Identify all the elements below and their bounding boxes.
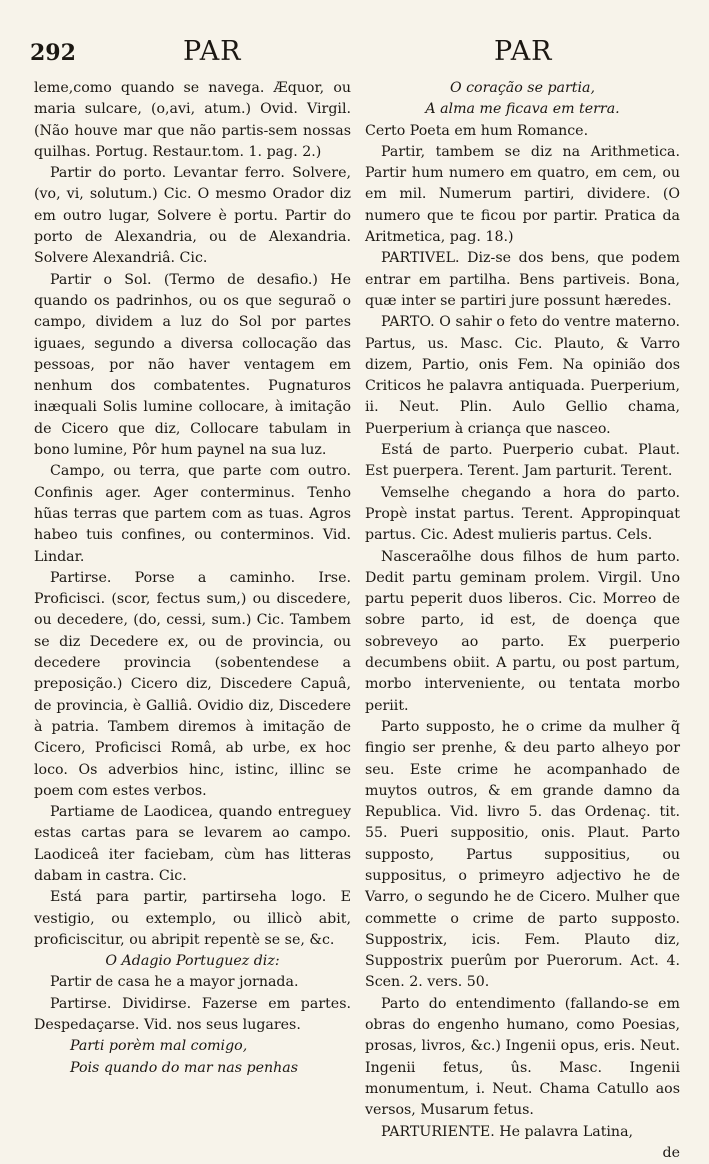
paragraph: leme,como quando se navega. Æquor, ou maria sulcare, (o,avi, atum.) Ovid. Virgil. (Não houve mar que não partis-sem nossas quilhas. Portug. Restaur.tom. 1. pag. 2.): [34, 80, 351, 160]
verse-attribution: Certo Poeta em hum Romance.: [365, 122, 589, 139]
paragraph: Nasceraõlhe dous filhos de hum parto. Dedit partu geminam prolem. Virgil. Uno partu peperit duos liberos. Cic. Morreo de sobre parto, id est, de doença que sobreveyo ao parto. Ex puerperio decumbens obiit. A partu, ou post partum, morbo interveniente, ou tentata morbo periit.: [365, 548, 680, 714]
paragraph: Partir o Sol. (Termo de desafio.) He quando os padrinhos, ou os que seguraõ o campo, dividem a luz do Sol por partes iguaes, segundo a diversa collocação das pessoas, por não haver ventagem em nenhum dos combatentes. Pugnaturos inæquali Solis lumine collocare, à imitação de Cicero que diz, Collocare tabulam in bono lumine, Pôr hum paynel na sua luz.: [34, 271, 351, 459]
paragraph: Parto supposto, he o crime da mulher q̃ fingio ser prenhe, & deu parto alheyo por seu. Este crime he acompanhado de muytos outros, & em grande damno da Republica. Vid. livro 5. das Ordenaç. tit. 55. Pueri suppositio, onis. Plaut. Parto supposto, Partus suppositius, ou suppositus, o primeyro adjectivo he de Varro, o segundo he de Cicero. Mulher que commette o crime de parto supposto. Suppostrix, icis. Fem. Plauto diz, Suppostrix puerûm por Puerorum. Act. 4. Scen. 2. vers. 50.: [365, 718, 680, 991]
paragraph: Está de parto. Puerperio cubat. Plaut. Est puerpera. Terent. Jam parturit. Terent.: [365, 442, 680, 480]
verse-line: A alma me ficava em terra.: [425, 101, 620, 118]
paragraph: Partiame de Laodicea, quando entreguey estas cartas para se levarem ao campo. Laodiceâ iter faciebam, cùm has litteras dabam in castra. Cic.: [34, 804, 351, 884]
paragraph: Campo, ou terra, que parte com outro. Confinis ager. Ager conterminus. Tenho hũas terras que partem com as tuas. Agros habeo tuis confines, ou conterminos. Vid. Lindar.: [34, 463, 351, 565]
paragraph: Partir, tambem se diz na Arithmetica. Partir hum numero em quatro, em cem, ou em mil. Numerum partiri, dividere. (O numero que te ficou por partir. Pratica da Aritmetica, pag. 18.): [365, 143, 680, 246]
paragraph: Partirse. Dividirse. Fazerse em partes. Despedaçarse. Vid. nos seus lugares.: [34, 995, 351, 1034]
entry-parto: PARTO. O sahir o feto do ventre materno. Partus, us. Masc. Cic. Plauto, & Varro dizem, Partio, onis Fem. Na opinião dos Criticos he palavra antiquada. Puerperium, ii. Neut. Plin. Aulo Gellio chama, Puerperium à criança que nasceo.: [365, 314, 680, 437]
verse-line: Parti porèm mal comigo,: [70, 1038, 248, 1055]
paragraph: Está para partir, partirseha logo. E vestigio, ou extemplo, ou illicò abit, proficiscitur, ou abripit repentè se se, &c.: [34, 889, 351, 948]
running-header-left: PAR: [183, 36, 242, 67]
left-column: [34, 78, 351, 1118]
right-column: [365, 78, 680, 1161]
paragraph: Partir do porto. Levantar ferro. Solvere, (vo, vi, solutum.) Cic. O mesmo Orador diz em outro lugar, Solvere è portu. Partir do porto de Alexandria, ou de Alexandria. Solvere Alexandriâ. Cic.: [34, 165, 351, 267]
adage-heading: O Adagio Portuguez diz:: [105, 953, 280, 970]
verse-line: Pois quando do mar nas penhas: [70, 1059, 299, 1076]
paragraph: Parto do entendimento (fallando-se em obras do engenho humano, como Poesias, prosas, livros, &c.) Ingenii opus, eris. Neut. Ingenii fetus, ûs. Masc. Ingenii monumentum, i. Neut. Chama Catullo aos versos, Musarum fetus.: [365, 995, 680, 1119]
verse-line: O coração se partia,: [449, 80, 596, 96]
adage-text: Partir de casa he a mayor jornada.: [50, 974, 299, 991]
catchword: de: [662, 1144, 680, 1161]
entry-partivel: PARTIVEL. Diz-se dos bens, que podem entrar em partilha. Bens partiveis. Bona, quæ inter se partiri jure possunt hæredes.: [365, 250, 680, 309]
paragraph: Partirse. Porse a caminho. Irse. Proficisci. (scor, fectus sum,) ou discedere, ou decedere, (do, cessi, sum.) Cic. Tambem se diz Decedere ex, ou de provincia, ou decedere provincia (sobentendese a preposição.) Cicero diz, Discedere Capuâ, de provincia, è Galliâ. Ovidio diz, Discedere à patria. Tambem diremos à imitação de Cicero, Proficisci Româ, ab urbe, ex hoc loco. Os adverbios hinc, istinc, illinc se poem com estes verbos.: [34, 569, 351, 799]
entry-parturiente: PARTURIENTE. He palavra Latina,: [381, 1123, 634, 1140]
paragraph: Vemselhe chegando a hora do parto. Propè instat partus. Terent. Appropinquat partus. Cic. Adest mulieris partus. Cels.: [365, 484, 680, 544]
page-number: 292: [30, 40, 76, 66]
running-header-right: PAR: [494, 36, 553, 67]
